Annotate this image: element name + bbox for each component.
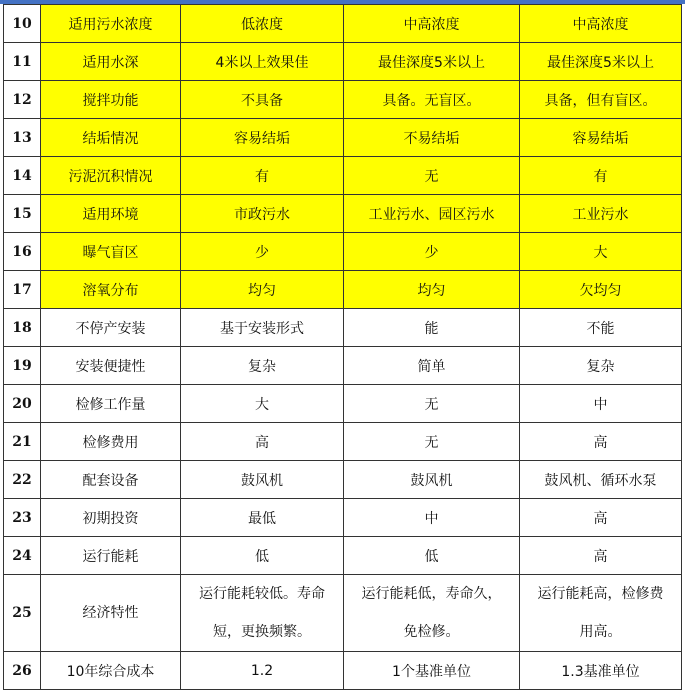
table-row [4, 119, 682, 157]
row-number: 15 [4, 195, 41, 233]
value-cell-c: 高 [520, 499, 682, 537]
value-line: 运行能耗低，寿命久， [361, 586, 502, 602]
value-cell-b: 鼓风机 [344, 461, 520, 499]
value-cell-a: 少 [181, 233, 344, 271]
row-number: 16 [4, 233, 41, 271]
value-line: 运行能耗较低。寿命 [199, 586, 325, 602]
feature-cell: 适用污水浓度 [41, 5, 181, 43]
value-cell-c: 欠均匀 [520, 271, 682, 309]
value-cell-b: 不易结垢 [344, 119, 520, 157]
value-cell-a: 均匀 [181, 271, 344, 309]
table-body [4, 5, 682, 690]
value-cell-a: 低 [181, 537, 344, 575]
feature-cell: 污泥沉积情况 [41, 157, 181, 195]
row-number: 12 [4, 81, 41, 119]
value-cell-b: 中 [344, 499, 520, 537]
feature-cell: 安装便捷性 [41, 347, 181, 385]
row-number: 22 [4, 461, 41, 499]
feature-cell: 配套设备 [41, 461, 181, 499]
value-cell-b: 最佳深度5米以上 [344, 43, 520, 81]
value-cell-a: 容易结垢 [181, 119, 344, 157]
value-cell-c [520, 575, 682, 652]
table-row [4, 81, 682, 119]
table-row [4, 271, 682, 309]
value-cell-c: 鼓风机、循环水泵 [520, 461, 682, 499]
table-row [4, 461, 682, 499]
value-cell-b: 均匀 [344, 271, 520, 309]
value-cell-c: 高 [520, 423, 682, 461]
value-cell-a: 高 [181, 423, 344, 461]
table-row [4, 347, 682, 385]
table-row [4, 233, 682, 271]
row-number: 24 [4, 537, 41, 575]
table-row [4, 385, 682, 423]
row-number: 23 [4, 499, 41, 537]
value-cell-b: 能 [344, 309, 520, 347]
value-cell-a: 大 [181, 385, 344, 423]
feature-cell: 经济特性 [41, 575, 181, 652]
table-row [4, 499, 682, 537]
value-line: 用高。 [579, 624, 622, 640]
feature-cell: 曝气盲区 [41, 233, 181, 271]
value-cell-b: 工业污水、园区污水 [344, 195, 520, 233]
row-number: 14 [4, 157, 41, 195]
row-number: 13 [4, 119, 41, 157]
row-number: 26 [4, 652, 41, 690]
value-cell-b: 低 [344, 537, 520, 575]
table-row [4, 157, 682, 195]
row-number: 18 [4, 309, 41, 347]
value-cell-b: 无 [344, 157, 520, 195]
value-cell-c: 复杂 [520, 347, 682, 385]
feature-cell: 运行能耗 [41, 537, 181, 575]
value-cell-b: 具备。无盲区。 [344, 81, 520, 119]
value-cell-a: 低浓度 [181, 5, 344, 43]
value-cell-c: 有 [520, 157, 682, 195]
value-cell-c: 不能 [520, 309, 682, 347]
row-number: 25 [4, 575, 41, 652]
value-cell-b: 无 [344, 385, 520, 423]
value-line: 短，更换频繁。 [213, 624, 311, 640]
feature-cell: 检修费用 [41, 423, 181, 461]
feature-cell: 搅拌功能 [41, 81, 181, 119]
value-cell-a: 有 [181, 157, 344, 195]
value-cell-c: 具备，但有盲区。 [520, 81, 682, 119]
value-cell-c: 工业污水 [520, 195, 682, 233]
value-cell-c: 最佳深度5米以上 [520, 43, 682, 81]
row-number: 20 [4, 385, 41, 423]
value-cell-c: 大 [520, 233, 682, 271]
value-cell-b: 1个基准单位 [344, 652, 520, 690]
value-cell-a: 复杂 [181, 347, 344, 385]
row-number: 21 [4, 423, 41, 461]
value-cell-c: 1.3基准单位 [520, 652, 682, 690]
row-number: 17 [4, 271, 41, 309]
feature-cell: 不停产安装 [41, 309, 181, 347]
table-row [4, 43, 682, 81]
value-cell-b: 无 [344, 423, 520, 461]
value-cell-a: 最低 [181, 499, 344, 537]
feature-cell: 适用水深 [41, 43, 181, 81]
row-number: 19 [4, 347, 41, 385]
table-row [4, 537, 682, 575]
value-cell-b [344, 575, 520, 652]
table-row [4, 309, 682, 347]
value-cell-a: 基于安装形式 [181, 309, 344, 347]
table-row-26 [4, 652, 682, 690]
value-cell-a: 1.2 [181, 652, 344, 690]
value-cell-b: 中高浓度 [344, 5, 520, 43]
value-cell-a: 市政污水 [181, 195, 344, 233]
feature-cell: 溶氧分布 [41, 271, 181, 309]
value-cell-a: 4米以上效果佳 [181, 43, 344, 81]
value-cell-c: 容易结垢 [520, 119, 682, 157]
comparison-table [3, 4, 682, 690]
value-cell-c: 中高浓度 [520, 5, 682, 43]
table-row-25 [4, 575, 682, 652]
value-cell-c: 中 [520, 385, 682, 423]
value-cell-a: 鼓风机 [181, 461, 344, 499]
value-cell-c: 高 [520, 537, 682, 575]
value-cell-b: 简单 [344, 347, 520, 385]
value-line: 免检修。 [403, 624, 460, 640]
feature-cell: 检修工作量 [41, 385, 181, 423]
table-row [4, 423, 682, 461]
feature-cell: 适用环境 [41, 195, 181, 233]
value-cell-a [181, 575, 344, 652]
feature-cell: 初期投资 [41, 499, 181, 537]
table-row [4, 195, 682, 233]
feature-cell: 结垢情况 [41, 119, 181, 157]
table-row [4, 5, 682, 43]
value-cell-a: 不具备 [181, 81, 344, 119]
feature-cell: 10年综合成本 [41, 652, 181, 690]
row-number: 10 [4, 5, 41, 43]
row-number: 11 [4, 43, 41, 81]
value-cell-b: 少 [344, 233, 520, 271]
value-line: 运行能耗高，检修费 [537, 586, 664, 602]
